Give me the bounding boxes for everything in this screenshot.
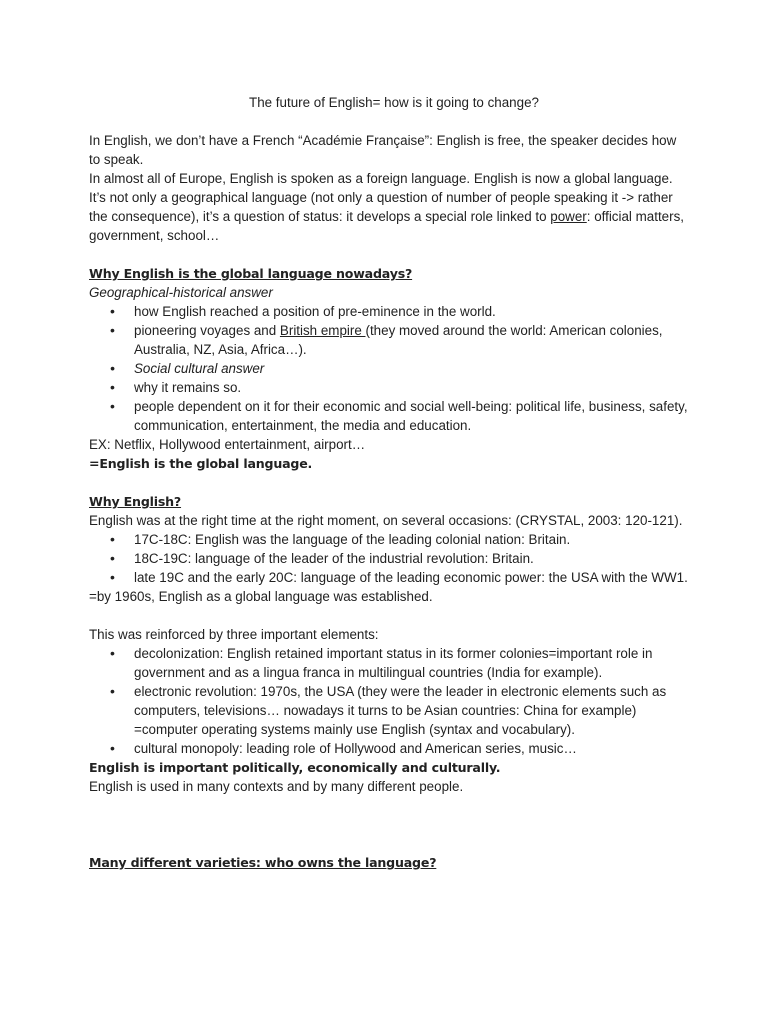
section2-result: =by 1960s, English as a global language was established.: [89, 589, 433, 604]
list-item-social-cultural-answer: • Social cultural answer: [89, 359, 689, 378]
intro-paragraph-3: [89, 188, 689, 245]
list-item: • people dependent on it for their economic and social well-being: political life, business, safety, communication, entertainment, the media and education.: [89, 397, 689, 435]
section1-conclusion: =English is the global language.: [89, 456, 313, 471]
section2-intro: English was at the right time at the right moment, on several occasions: (CRYSTAL, 2003: 120-121).: [89, 513, 683, 528]
section-heading-global-language: Why English is the global language nowadays?: [89, 266, 413, 281]
document-page: [89, 93, 689, 872]
blank-line: [89, 245, 689, 264]
list-item: • electronic revolution: 1970s, the USA (they were the leader in electronic elements such as computers, televisions… nowadays it turns to be Asian countries: China for example) =computer operating systems mainly use English (syntax and vocabulary).: [89, 682, 689, 739]
section2-elements-list: [89, 644, 689, 758]
blank-line: [89, 112, 689, 131]
intro-paragraph-2: In almost all of Europe, English is spoken as a foreign language. English is now a global language.: [89, 171, 673, 186]
list-item: • decolonization: English retained important status in its former colonies=important role in government and as a lingua franca in multilingual countries (India for example).: [89, 644, 689, 682]
list-item: • how English reached a position of pre-eminence in the world.: [89, 302, 689, 321]
blank-lines: [89, 796, 689, 853]
section2-conclusion: English is important politically, economically and culturally.: [89, 760, 501, 775]
british-empire-underlined: British empire: [279, 323, 366, 338]
blank-line: [89, 473, 689, 492]
section1-bullet-list: [89, 302, 689, 435]
list-item: • 17C-18C: English was the language of the leading colonial nation: Britain.: [89, 530, 689, 549]
list-item-text-before: pioneering voyages and: [134, 323, 280, 338]
example-line: EX: Netflix, Hollywood entertainment, airport…: [89, 437, 366, 452]
list-item: • cultural monopoly: leading role of Hollywood and American series, music…: [89, 739, 689, 758]
list-item: • why it remains so.: [89, 378, 689, 397]
intro-p3-text-after: : official matters, government, school…: [89, 209, 684, 243]
section-heading-varieties: Many different varieties: who owns the language?: [89, 855, 437, 870]
list-item: • 18C-19C: language of the leader of the industrial revolution: Britain.: [89, 549, 689, 568]
intro-paragraph-1: In English, we don’t have a French “Académie Française”: English is free, the speaker decides how to speak.: [89, 133, 677, 167]
list-item-text-after: (they moved around the world: American colonies, Australia, NZ, Asia, Africa…).: [134, 323, 663, 357]
list-item: • late 19C and the early 20C: language of the leading economic power: the USA with the WW1.: [89, 568, 689, 587]
subheading-geographical-historical: Geographical-historical answer: [89, 285, 273, 300]
section2-contexts: English is used in many contexts and by many different people.: [89, 779, 464, 794]
intro-p3-text-before: It’s not only a geographical language (not only a question of number of people speaking it -> rather the consequence), it’s a question of status: it develops a special role linked to: [89, 190, 673, 224]
reinforced-intro: This was reinforced by three important elements:: [89, 627, 379, 642]
section2-timeline-list: [89, 530, 689, 587]
document-title: The future of English= how is it going to change?: [249, 95, 539, 110]
section-heading-why-english: Why English?: [89, 494, 182, 509]
blank-line: [89, 606, 689, 625]
list-item: [89, 321, 689, 359]
power-underlined-word: power: [550, 209, 587, 224]
